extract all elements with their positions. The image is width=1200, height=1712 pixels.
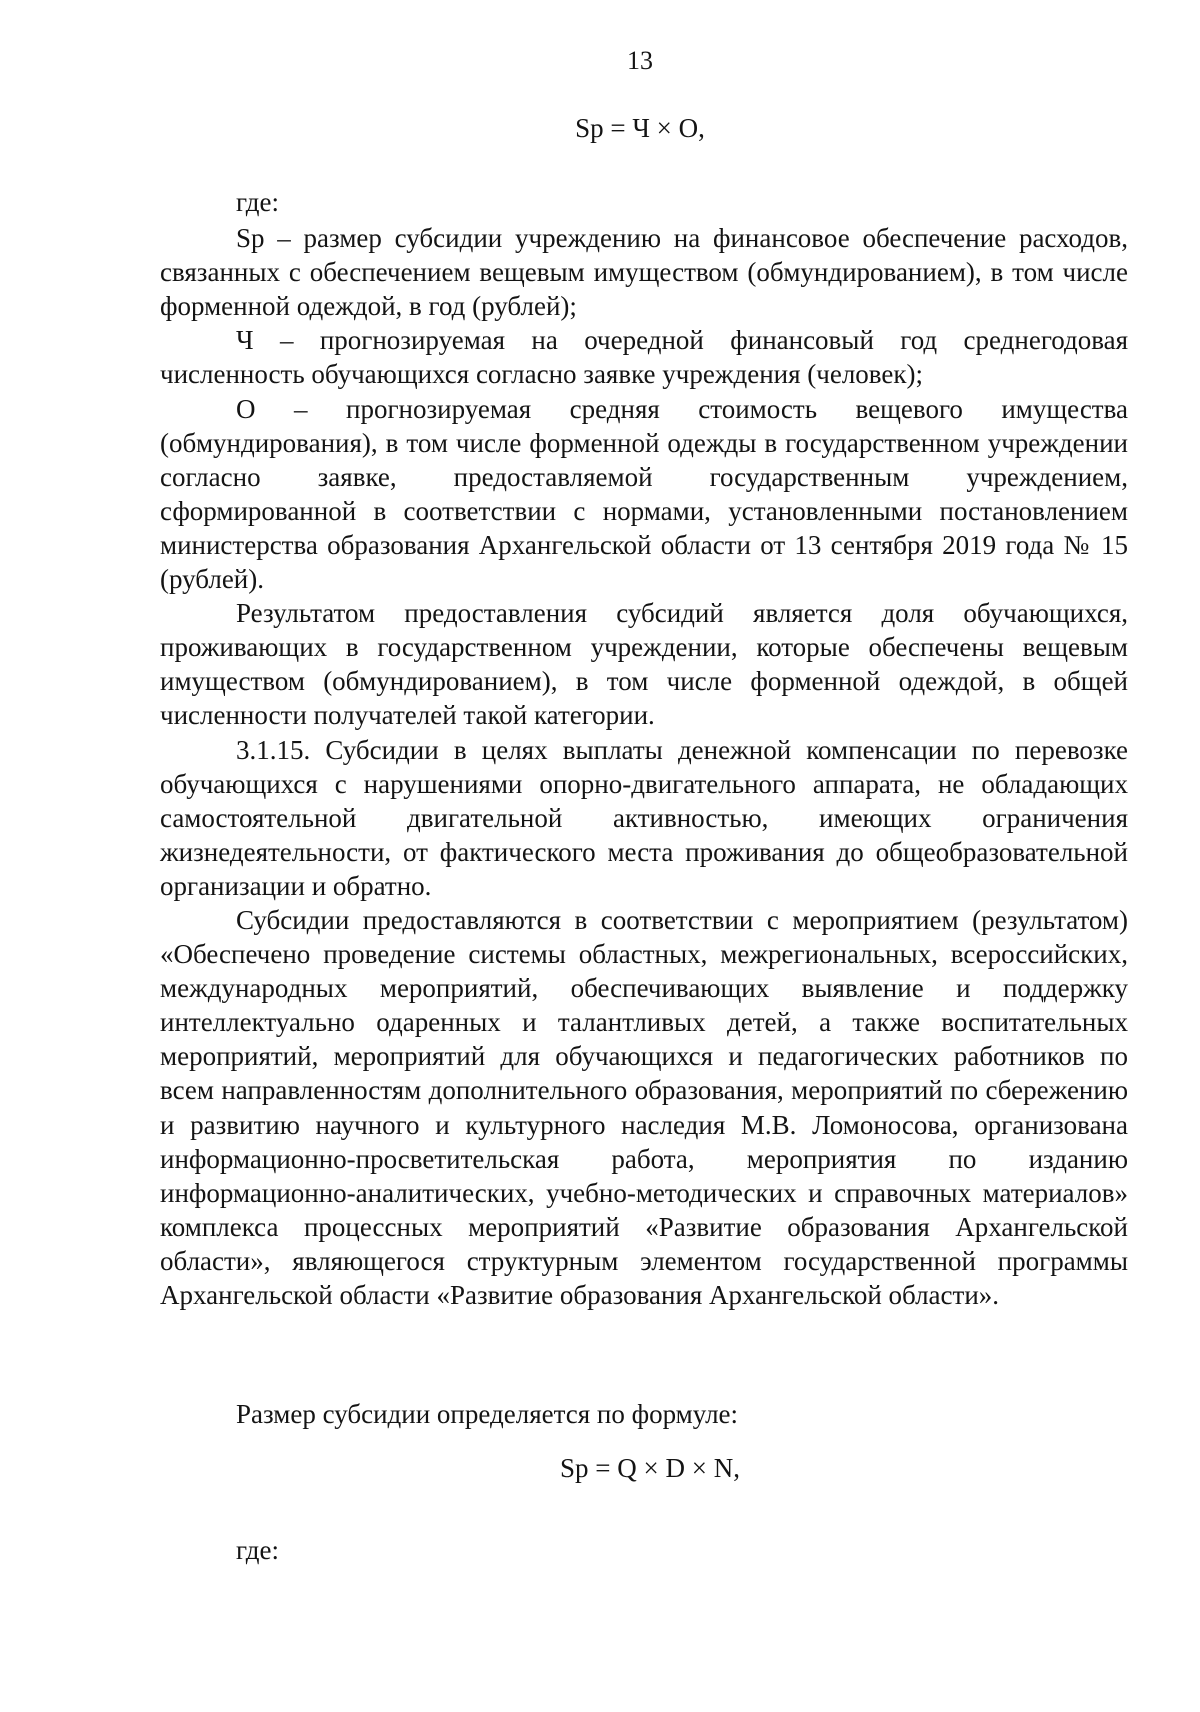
where-label: где: (236, 187, 279, 217)
formula-sp-q-d-n: Sp = Q × D × N, (560, 1453, 740, 1483)
where-block (236, 1533, 1200, 1567)
main-text (160, 185, 1128, 1312)
formula-sp-ch-o: Sp = Ч × O, (575, 113, 705, 143)
paragraph-sp-definition: Sp – размер субсидии учреждению на финансовое обеспечение расходов, связанных с обеспечением вещевым имуществом (обмундированием), в том числе форменной одеждой, в год (рублей); (160, 223, 1128, 322)
formula-intro-block (160, 1397, 1128, 1431)
paragraph-o-definition: О – прогнозируемая средняя стоимость вещевого имущества (обмундирования), в том числе форменной одежды в государственном учреждении согласно заявке, предоставляемой государственным учреждением, сформированной в соответствии с нормами, установленными постановлением министерства образования Архангельской области от 13 сентября 2019 года № 15 (рублей). (160, 393, 1128, 595)
paragraph-ch-definition: Ч – прогнозируемая на очередной финансовый год среднегодовая численность обучающихся согласно заявке учреждения (человек); (160, 325, 1128, 390)
where-label-2: где: (236, 1535, 279, 1565)
formula-intro: Размер субсидии определяется по формуле: (236, 1399, 739, 1429)
paragraph-subsidies-provided: Субсидии предоставляются в соответствии с мероприятием (результатом) «Обеспечено проведение системы областных, межрегиональных, всероссийских, международных мероприятий, обеспечивающих выявление и поддержку интеллектуально одаренных и талантливых детей, а также воспитательных мероприятий, мероприятий для обучающихся и педагогических работников по всем направленностям дополнительного образования, мероприятий по сбережению и развитию научного и культурного наследия М.В. Ломоносова, организована информационно-просветительская работа, мероприятия по изданию информационно-аналитических, учебно-методических и справочных материалов» комплекса процессных мероприятий «Развитие образования Архангельской области», являющегося структурным элементом государственной программы Архангельской области «Развитие образования Архангельской области». (160, 904, 1128, 1310)
page-number: 13 (627, 46, 653, 75)
paragraph-3-1-15: 3.1.15. Субсидии в целях выплаты денежной компенсации по перевозке обучающихся с нарушениями опорно-двигательного аппарата, не обладающих самостоятельной двигательной активностью, имеющих ограничения жизнедеятельности, от фактического места проживания до общеобразовательной организации и обратно. (160, 734, 1128, 901)
paragraph-result: Результатом предоставления субсидий является доля обучающихся, проживающих в государственном учреждении, которые обеспечены вещевым имуществом (обмундированием), в том числе форменной одеждой, в общей численности получателей такой категории. (160, 598, 1128, 731)
